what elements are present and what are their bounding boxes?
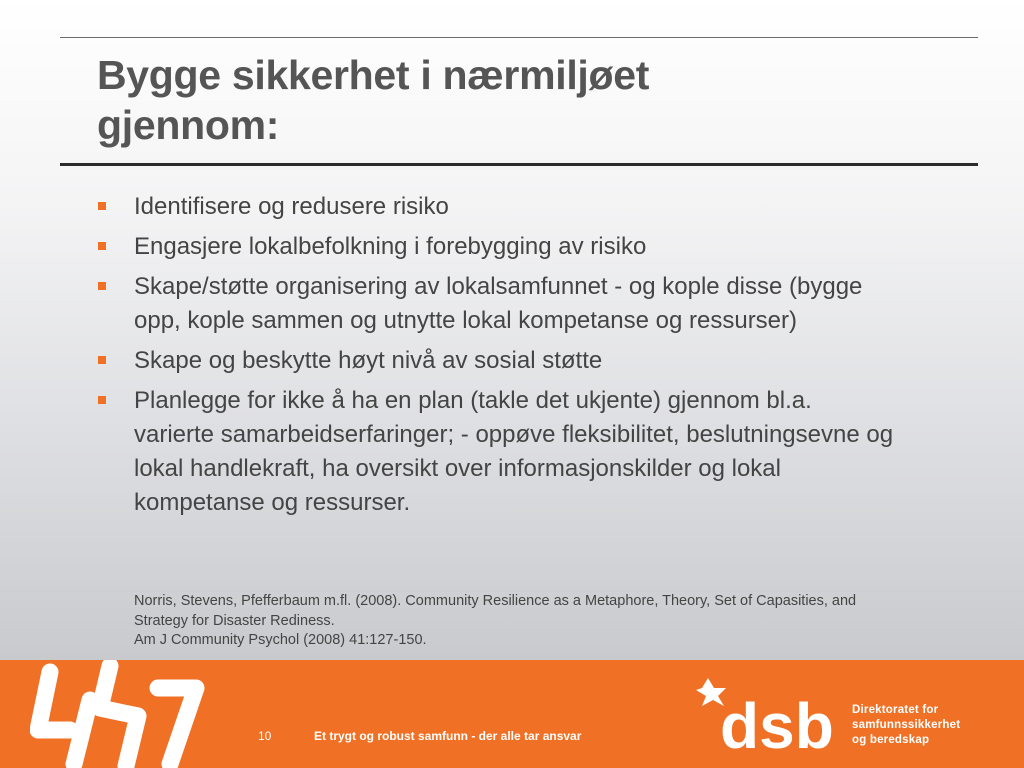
slide-title [97,50,957,150]
dsb-wordmark: dsb [720,690,834,760]
reference-line-2: Am J Community Psychol (2008) 41:127-150. [134,632,427,648]
bullet-marker-icon [98,202,106,210]
bullet-marker-icon [98,242,106,250]
bullet-marker-icon [98,356,106,364]
bullet-item [96,384,896,520]
bullet-item [96,190,896,224]
dsb-logo [680,670,850,760]
bullet-text: Skape/støtte organisering av lokalsamfunnet - og kople disse (bygge opp, kople sammen og utnytte lokal kompetanse og ressurser) [134,273,863,334]
bullet-item [96,344,896,378]
bullet-text: Identifisere og redusere risiko [134,193,449,220]
organization-name [852,703,960,748]
bullet-item [96,270,896,338]
bullet-list [96,190,896,526]
org-line-2: samfunnssikkerhet [852,719,961,731]
bullet-marker-icon [98,396,106,404]
dsb-graphic-mark-icon [30,660,230,768]
bullet-text: Planlegge for ikke å ha en plan (takle det ukjente) gjennom bl.a. varierte samarbeidserfaringer; - oppøve fleksibilitet, beslutningsevne og lokal handlekraft, ha oversikt over informasjonskilder og lokal kompetanse og ressurser. [134,387,894,516]
bullet-text: Engasjere lokalbefolkning i forebygging av risiko [134,233,647,260]
reference-line-1: Norris, Stevens, Pfefferbaum m.fl. (2008). Community Resilience as a Metaphore, Theory, Set of Capasities, and Strategy for Disaster Rediness. [134,593,857,629]
title-line-1: Bygge sikkerhet i nærmiljøet [97,52,650,98]
bullet-text: Skape og beskytte høyt nivå av sosial støtte [134,347,603,374]
top-divider [60,37,978,38]
title-divider [60,163,978,166]
org-line-1: Direktoratet for [852,704,939,716]
org-line-3: og beredskap [852,734,930,746]
reference-citation [134,592,894,651]
title-line-2: gjennom: [97,102,280,148]
bullet-item [96,230,896,264]
footer-bar [0,660,1024,768]
footer-slogan: Et trygt og robust samfunn - der alle tar ansvar [314,729,582,743]
bullet-marker-icon [98,282,106,290]
page-number: 10 [258,729,272,743]
